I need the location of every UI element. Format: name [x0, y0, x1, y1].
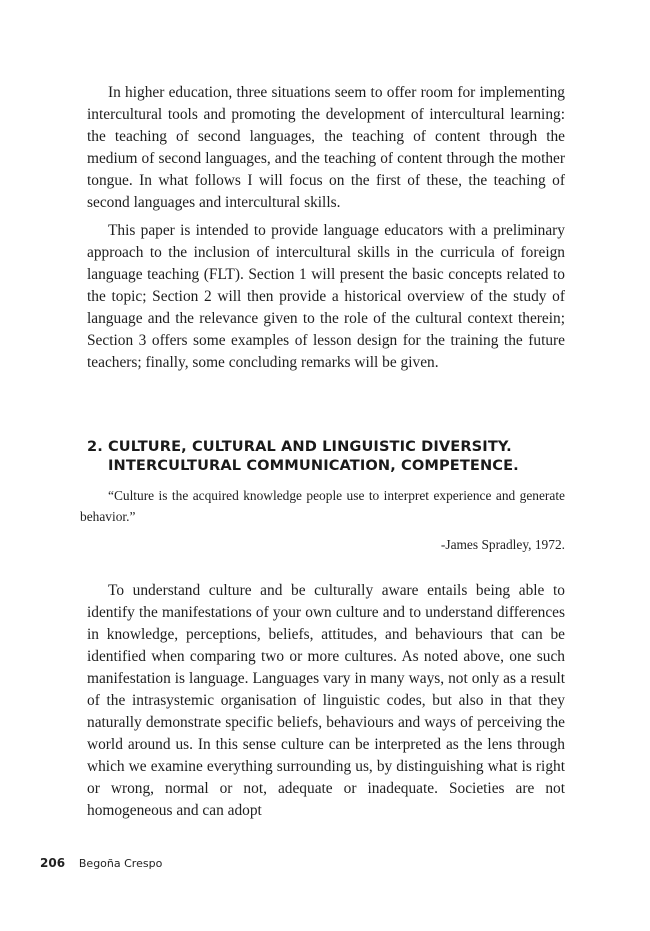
paragraph: To understand culture and be culturally aware entails being able to identify the manifestations of your own culture and to understand differences in knowledge, perceptions, beliefs, attitudes, and behaviours that can be identified when comparing two or more cultures. As noted above, one such manifestation is language. Languages vary in many ways, not only as a result of the intrasystemic organisation of linguistic codes, but also in that they naturally demonstrate specific beliefs, behaviours and ways of perceiving the world around us. In this sense culture can be interpreted as the lens through which we examine everything surrounding us, by distinguishing what is right or wrong, normal or not, adequate or inadequate. Societies are not homogeneous and can adopt: [87, 582, 565, 819]
epigraph-quote: “Culture is the acquired knowledge people use to interpret experience and generate behavior.”: [80, 488, 565, 524]
page-footer: [40, 855, 162, 872]
section-title-line-1: CULTURE, CULTURAL AND LINGUISTIC DIVERSITY.: [108, 438, 512, 455]
running-footer-author: Begoña Crespo: [78, 857, 163, 870]
paragraph: In higher education, three situations seem to offer room for implementing intercultural tools and promoting the development of intercultural learning: the teaching of second languages, the teaching of content through the medium of second languages, and the teaching of content through the mother tongue. In what follows I will focus on the first of these, the teaching of second languages and intercultural skills.: [87, 84, 565, 211]
page-number: 206: [40, 856, 66, 870]
epigraph-attribution: -James Spradley, 1972.: [440, 537, 565, 552]
body-text-bottom: [87, 580, 565, 822]
paragraph: This paper is intended to provide language educators with a preliminary approach to the inclusion of intercultural skills in the curricula of foreign language teaching (FLT). Section 1 will present the basic concepts related to the topic; Section 2 will then provide a historical overview of the study of language and the relevance given to the role of the cultural context therein; Section 3 offers some examples of lesson design for the training the future teachers; finally, some concluding remarks will be given.: [87, 222, 565, 371]
body-text-top: [87, 82, 565, 374]
section-number: 2.: [87, 438, 103, 455]
section-heading: [87, 437, 567, 475]
section-title-line-2: INTERCULTURAL COMMUNICATION, COMPETENCE.: [108, 457, 519, 474]
